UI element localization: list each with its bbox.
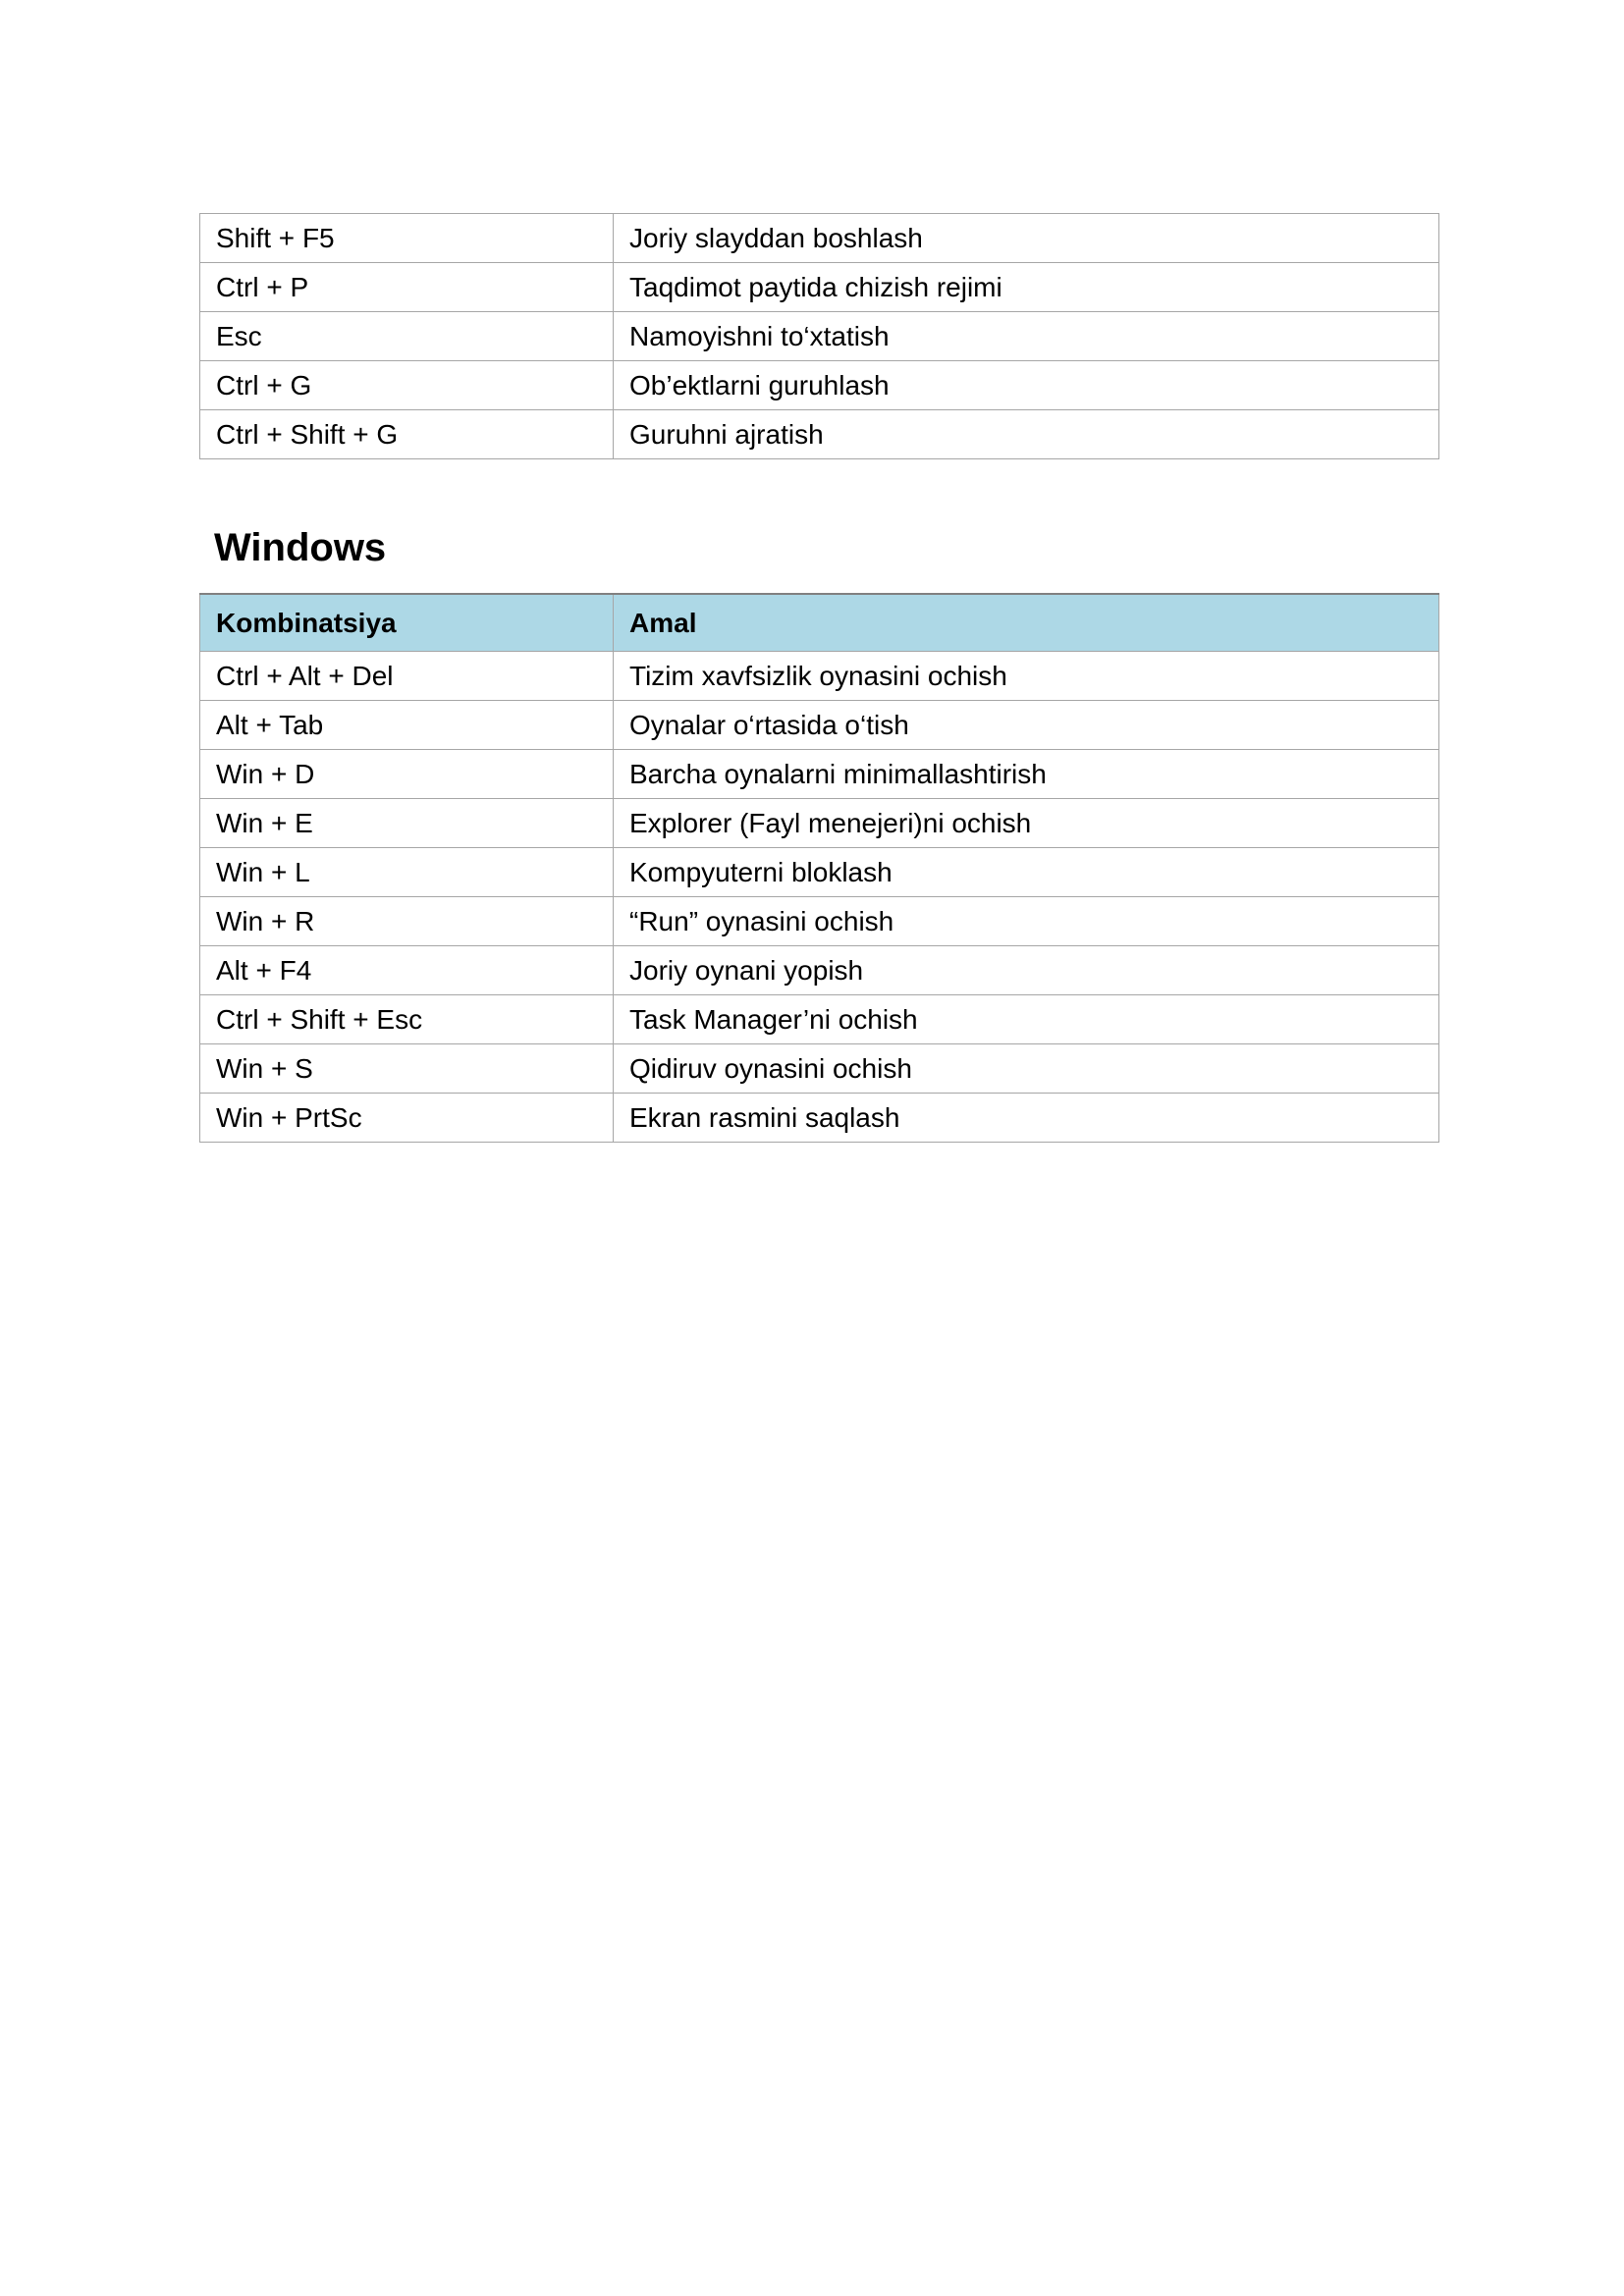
shortcut-action: Qidiruv oynasini ochish [614,1044,1439,1094]
table-row [200,263,1439,312]
shortcut-action: Taqdimot paytida chizish rejimi [614,263,1439,312]
shortcut-action: “Run” oynasini ochish [614,897,1439,946]
shortcut-action: Barcha oynalarni minimallashtirish [614,750,1439,799]
table-row [200,1044,1439,1094]
shortcut-action: Joriy oynani yopish [614,946,1439,995]
table-row [200,361,1439,410]
table-row [200,897,1439,946]
column-header-combination: Kombinatsiya [200,594,614,652]
shortcuts-table-continued [199,213,1439,459]
shortcut-combination: Win + S [200,1044,614,1094]
table-row [200,995,1439,1044]
shortcut-combination: Win + L [200,848,614,897]
shortcut-combination: Ctrl + Shift + Esc [200,995,614,1044]
shortcut-combination: Shift + F5 [200,214,614,263]
shortcut-action: Tizim xavfsizlik oynasini ochish [614,652,1439,701]
table-header-row [200,594,1439,652]
shortcut-action: Joriy slayddan boshlash [614,214,1439,263]
shortcut-combination: Ctrl + Alt + Del [200,652,614,701]
table-row [200,1094,1439,1143]
table-row [200,848,1439,897]
shortcut-action: Explorer (Fayl menejeri)ni ochish [614,799,1439,848]
table-row [200,652,1439,701]
shortcut-action: Oynalar o‘rtasida o‘tish [614,701,1439,750]
shortcut-action: Ob’ektlarni guruhlash [614,361,1439,410]
shortcut-combination: Ctrl + G [200,361,614,410]
table-row [200,750,1439,799]
table-row [200,701,1439,750]
shortcut-combination: Ctrl + P [200,263,614,312]
shortcut-action: Ekran rasmini saqlash [614,1094,1439,1143]
table-row [200,946,1439,995]
shortcut-combination: Win + D [200,750,614,799]
shortcut-combination: Alt + F4 [200,946,614,995]
shortcut-action: Task Manager’ni ochish [614,995,1439,1044]
shortcut-combination: Esc [200,312,614,361]
table-row [200,214,1439,263]
table-row [200,312,1439,361]
shortcut-action: Namoyishni to‘xtatish [614,312,1439,361]
windows-shortcuts-table [199,593,1439,1143]
shortcut-combination: Alt + Tab [200,701,614,750]
shortcut-action: Guruhni ajratish [614,410,1439,459]
section-heading-windows: Windows [214,526,387,569]
column-header-action: Amal [614,594,1439,652]
shortcut-action: Kompyuterni bloklash [614,848,1439,897]
shortcut-combination: Win + R [200,897,614,946]
shortcut-combination: Win + E [200,799,614,848]
table-row [200,799,1439,848]
shortcut-combination: Win + PrtSc [200,1094,614,1143]
shortcut-combination: Ctrl + Shift + G [200,410,614,459]
table-row [200,410,1439,459]
